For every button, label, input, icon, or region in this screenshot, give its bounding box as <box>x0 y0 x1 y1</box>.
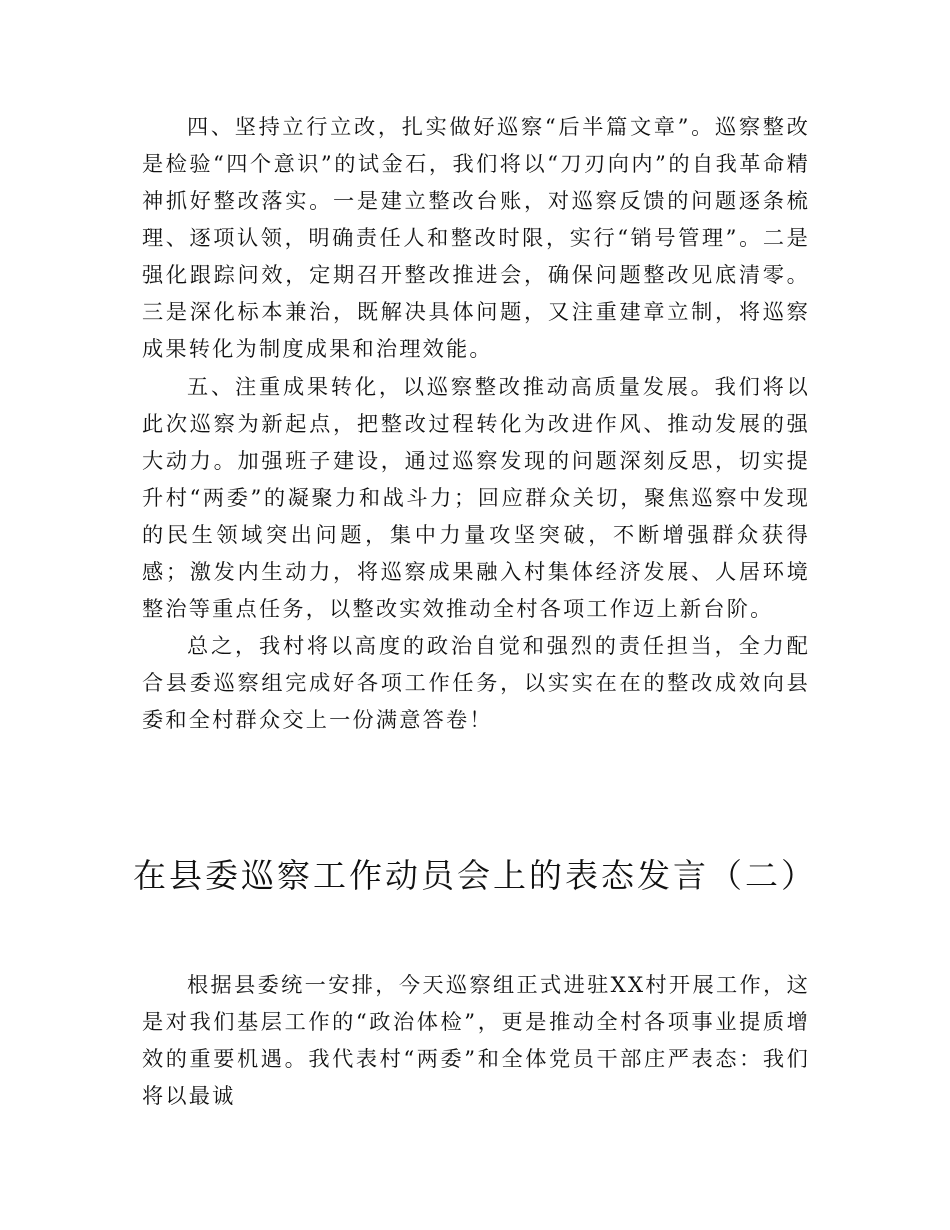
paragraph-five-results: 五、注重成果转化，以巡察整改推动高质量发展。我们将以此次巡察为新起点，把整改过程转化为改进作风、推动发展的强大动力。加强班子建设，通过巡察发现的问题深刻反思，切实提升村“两委”的凝聚力和战斗力；回应群众关切，聚焦巡察中发现的民生领域突出问题，集中力量攻坚突破，不断增强群众获得感；激发内生动力，将巡察成果融入村集体经济发展、人居环境整治等重点任务，以整改实效推动全村各项工作迈上新台阶。 <box>142 374 810 621</box>
section-title: 在县委巡察工作动员会上的表态发言（二） <box>133 856 817 895</box>
paragraph-conclusion: 总之，我村将以高度的政治自觉和强烈的责任担当，全力配合县委巡察组完成好各项工作任务，以实实在在的整改成效向县委和全村群众交上一份满意答卷！ <box>142 633 810 732</box>
paragraph-four-rectification: 四、坚持立行立改，扎实做好巡察“后半篇文章”。巡察整改是检验“四个意识”的试金石，我们将以“刀刃向内”的自我革命精神抓好整改落实。一是建立整改台账，对巡察反馈的问题逐条梳理、逐项认领，明确责任人和整改时限，实行“销号管理”。二是强化跟踪问效，定期召开整改推进会，确保问题整改见底清零。三是深化标本兼治，既解决具体问题，又注重建章立制，将巡察成果转化为制度成果和治理效能。 <box>142 114 810 361</box>
paragraph-intro: 根据县委统一安排，今天巡察组正式进驻XX村开展工作，这是对我们基层工作的“政治体检”，更是推动全村各项事业提质增效的重要机遇。我代表村“两委”和全体党员干部庄严表态：我们将以最诚 <box>142 972 810 1108</box>
